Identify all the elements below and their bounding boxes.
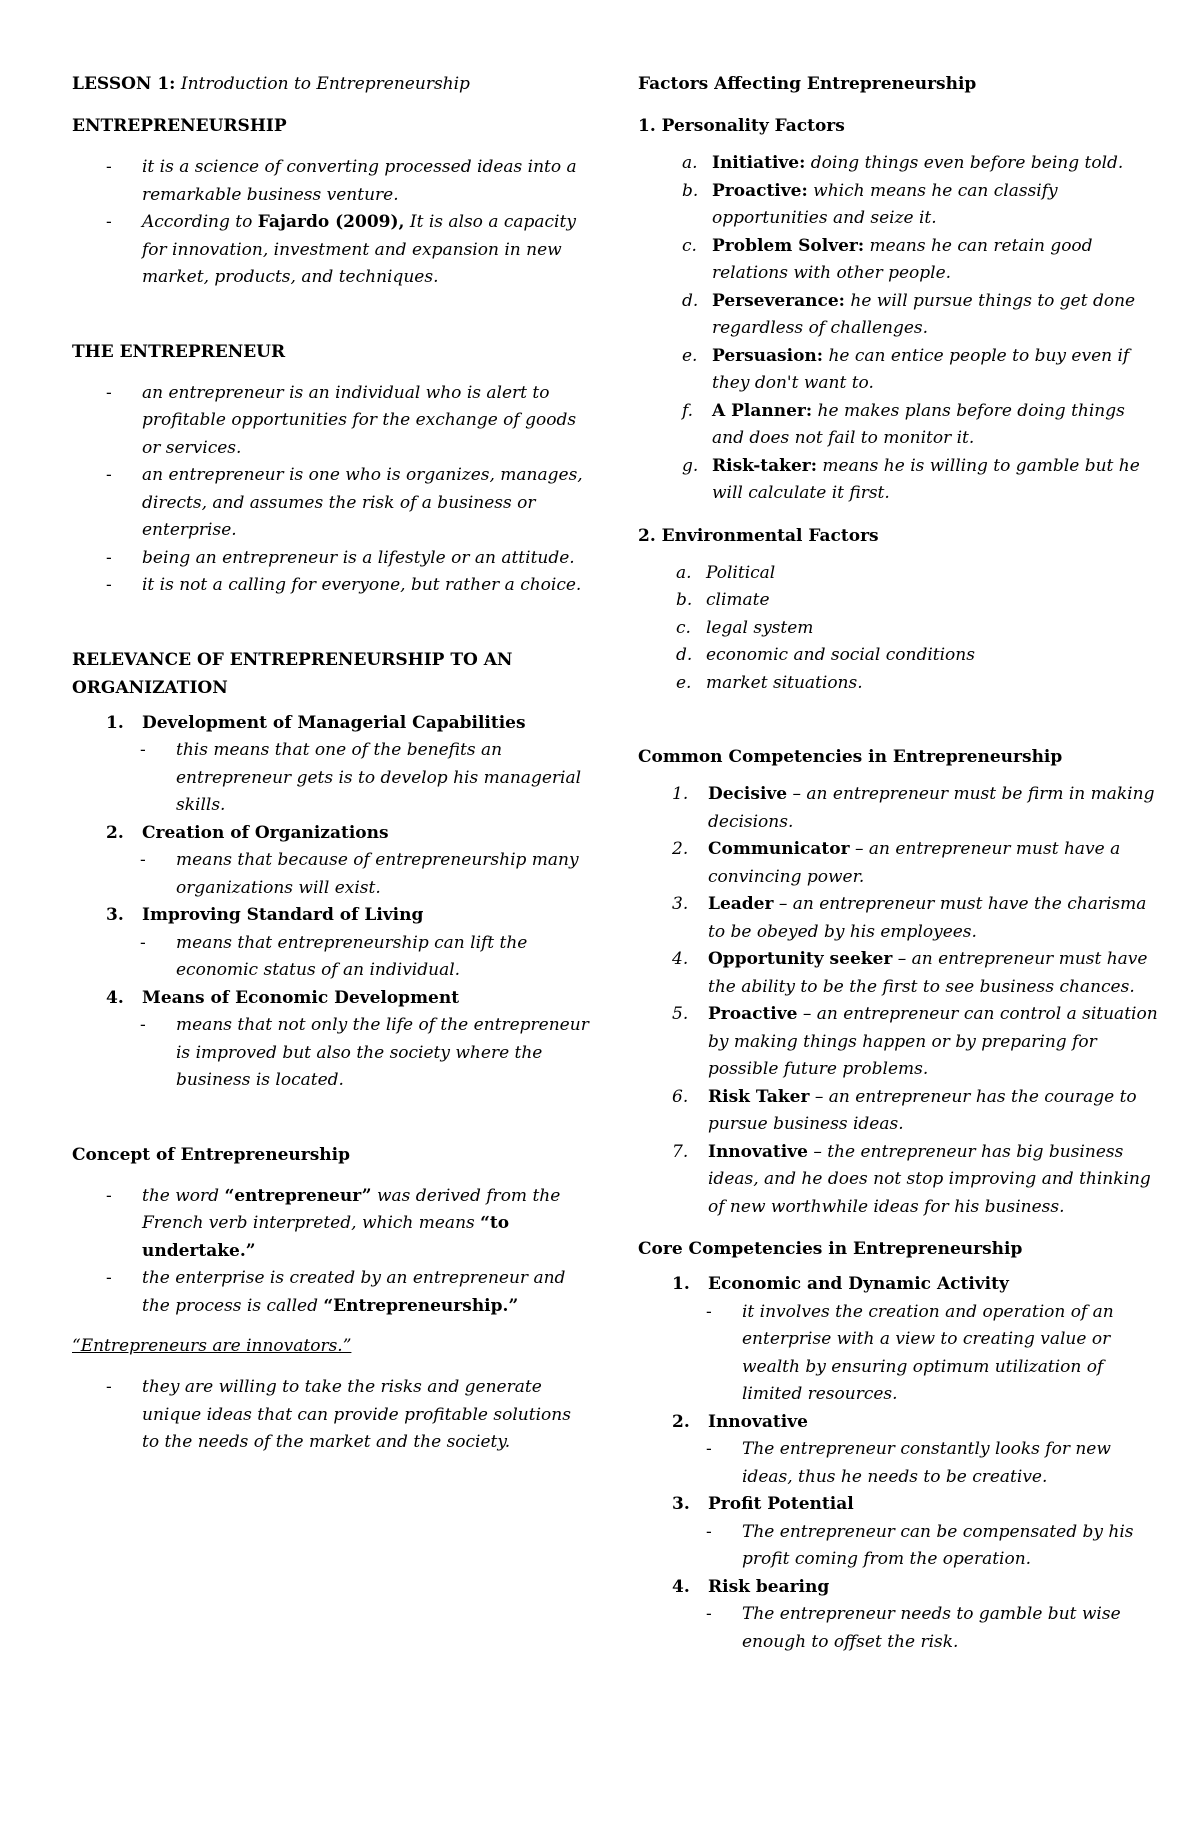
item-marker: d. — [676, 645, 693, 665]
list-item — [638, 1271, 1158, 1409]
item-title: Improving Standard of Living — [142, 905, 424, 925]
list-item — [638, 1491, 1158, 1574]
item-text: climate — [706, 590, 770, 610]
list-item — [638, 150, 1158, 178]
item-marker: c. — [676, 617, 691, 638]
list-item — [638, 1574, 1158, 1657]
item-title: Means of Economic Development — [142, 987, 460, 1008]
heading-entrepreneurship: ENTREPRENEURSHIP — [72, 116, 287, 136]
item-text: economic and social conditions — [706, 645, 975, 665]
item-desc: – an entrepreneur has the courage to pursue business ideas. — [708, 1086, 1137, 1134]
text-span: the word — [142, 1185, 225, 1206]
item-marker: 1. — [672, 784, 689, 804]
item-number: 4. — [672, 1576, 690, 1597]
item-marker: a. — [682, 153, 698, 173]
list-item: - they are willing to take the risks and generate unique ideas that can provide profitable solutions to the needs of the market and the society. — [72, 1374, 592, 1457]
item-term: Risk Taker — [708, 1086, 810, 1107]
environmental-list — [638, 560, 1158, 698]
list-item — [638, 670, 1158, 698]
heading-factors: Factors Affecting Entrepreneurship — [638, 74, 977, 94]
entrepreneurship-list — [72, 154, 592, 292]
item-number: 1. — [672, 1274, 690, 1294]
heading-relevance: RELEVANCE OF ENTREPRENEURSHIP TO AN ORGANIZATION — [72, 649, 513, 698]
list-item — [638, 891, 1158, 946]
item-desc: - it involves the creation and operation of an enterprise with a view to creating value or wealth by ensuring optimum utilization of limited resources. — [638, 1299, 1158, 1409]
item-desc: - The entrepreneur constantly looks for new ideas, thus he needs to be creative. — [638, 1436, 1158, 1491]
text-span: was derived from the French verb interpreted, which means — [142, 1185, 561, 1233]
term-bold: “Entrepreneurship.” — [323, 1295, 519, 1316]
item-title: Creation of Organizations — [142, 822, 389, 843]
item-marker: a. — [676, 562, 692, 583]
list-item — [638, 781, 1158, 836]
heading-personality: 1. Personality Factors — [638, 116, 845, 136]
item-marker: e. — [682, 345, 698, 366]
item-marker: 3. — [672, 894, 689, 914]
item-term: A Planner: — [712, 400, 813, 421]
list-item — [638, 836, 1158, 891]
item-marker: b. — [682, 180, 699, 201]
relevance-list — [72, 710, 592, 1095]
item-term: Risk-taker: — [712, 455, 817, 476]
heading-core-competencies: Core Competencies in Entrepreneurship — [638, 1239, 1023, 1259]
item-term: Persuasion: — [712, 345, 824, 366]
item-term: Perseverance: — [712, 290, 845, 311]
item-number: 4. — [106, 987, 124, 1008]
list-item — [638, 1084, 1158, 1139]
item-marker: g. — [682, 455, 699, 476]
item-number: 3. — [672, 1494, 690, 1514]
item-title: Innovative — [708, 1411, 808, 1432]
item-term: Decisive — [708, 784, 788, 804]
text-span: the enterprise is created by an entrepreneur and the process is called — [142, 1268, 566, 1316]
common-competencies-list — [638, 781, 1158, 1221]
item-number: 2. — [672, 1411, 690, 1432]
item-desc: – an entrepreneur can control a situation by making things happen or by preparing for possible future problems. — [708, 1004, 1158, 1079]
item-desc: – an entrepreneur must have a convincing power. — [708, 839, 1121, 887]
term-bold: “to undertake.” — [142, 1213, 510, 1261]
term-bold: “entrepreneur” — [224, 1185, 372, 1206]
item-marker: 5. — [672, 1004, 689, 1024]
list-item: - it is not a calling for everyone, but rather a choice. — [72, 572, 592, 600]
item-marker: c. — [682, 235, 697, 256]
quote-line: “Entrepreneurs are innovators.” — [72, 1336, 352, 1356]
lesson-subtitle: Introduction to Entrepreneurship — [180, 74, 470, 94]
item-title: Economic and Dynamic Activity — [708, 1274, 1009, 1294]
list-item — [72, 985, 592, 1095]
list-item: - being an entrepreneur is a lifestyle or an attitude. — [72, 545, 592, 573]
list-item — [72, 710, 592, 820]
item-text: market situations. — [706, 672, 863, 693]
list-item — [638, 642, 1158, 670]
concept-list-2 — [72, 1374, 592, 1457]
concept-list — [72, 1183, 592, 1321]
list-item — [638, 398, 1158, 453]
list-item — [638, 1001, 1158, 1084]
item-desc: – the entrepreneur has big business ideas, and he does not stop improving and thinking of new worthwhile ideas for his business. — [708, 1141, 1151, 1217]
item-marker: 6. — [672, 1086, 689, 1107]
list-item — [72, 820, 592, 903]
list-item — [638, 587, 1158, 615]
item-number: 3. — [106, 905, 124, 925]
item-desc: – an entrepreneur must have the charisma to be obeyed by his employees. — [708, 894, 1147, 942]
item-marker: d. — [682, 290, 699, 311]
list-item — [638, 946, 1158, 1001]
item-desc: which means he can classify opportunities and seize it. — [712, 180, 1058, 228]
item-desc: doing things even before being told. — [805, 153, 1124, 173]
item-marker: b. — [676, 590, 693, 610]
item-desc: – an entrepreneur must be firm in making decisions. — [708, 784, 1155, 832]
item-term: Leader — [708, 894, 774, 914]
list-item — [72, 209, 592, 292]
text-span: According to — [142, 212, 258, 232]
item-desc: - means that because of entrepreneurship many organizations will exist. — [72, 847, 592, 902]
item-desc: - The entrepreneur needs to gamble but wise enough to offset the risk. — [638, 1601, 1158, 1656]
item-term: Proactive — [708, 1004, 798, 1024]
lesson-title — [72, 70, 592, 98]
list-item: - an entrepreneur is one who is organizes, manages, directs, and assumes the risk of a business or enterprise. — [72, 462, 592, 545]
list-item — [638, 343, 1158, 398]
citation-bold: Fajardo (2009), — [257, 212, 405, 232]
text-span: It is also a capacity for innovation, investment and expansion in new market, products, and techniques. — [142, 212, 576, 287]
item-title: Development of Managerial Capabilities — [142, 712, 526, 733]
list-item — [72, 1265, 592, 1320]
list-item: - an entrepreneur is an individual who is alert to profitable opportunities for the exchange of goods or services. — [72, 380, 592, 463]
item-title: Risk bearing — [708, 1576, 830, 1597]
list-item — [638, 178, 1158, 233]
item-marker: 7. — [672, 1141, 689, 1162]
item-desc: - this means that one of the benefits an entrepreneur gets is to develop his managerial skills. — [72, 737, 592, 820]
list-item — [638, 233, 1158, 288]
right-column — [638, 70, 1158, 1656]
item-title: Profit Potential — [708, 1494, 854, 1514]
item-marker: 2. — [672, 839, 689, 859]
list-item — [72, 902, 592, 985]
item-term: Initiative: — [712, 153, 806, 173]
item-desc: - means that entrepreneurship can lift the economic status of an individual. — [72, 930, 592, 985]
list-item — [72, 1183, 592, 1266]
list-item — [638, 453, 1158, 508]
entrepreneur-list — [72, 380, 592, 600]
list-item — [638, 1139, 1158, 1222]
item-marker: 4. — [672, 949, 689, 969]
item-term: Problem Solver: — [712, 235, 865, 256]
personality-list — [638, 150, 1158, 508]
item-desc: - means that not only the life of the entrepreneur is improved but also the society where the business is located. — [72, 1012, 592, 1095]
item-term: Opportunity seeker — [708, 949, 893, 969]
list-item: - it is a science of converting processed ideas into a remarkable business venture. — [72, 154, 592, 209]
item-desc: he can entice people to buy even if they don't want to. — [712, 345, 1130, 393]
item-desc: he will pursue things to get done regardless of challenges. — [712, 290, 1136, 338]
item-number: 1. — [106, 712, 124, 733]
heading-the-entrepreneur: THE ENTREPRENEUR — [72, 341, 286, 362]
item-desc: - The entrepreneur can be compensated by his profit coming from the operation. — [638, 1519, 1158, 1574]
item-desc: means he is willing to gamble but he will calculate it first. — [712, 455, 1140, 503]
item-term: Innovative — [708, 1141, 808, 1162]
list-item — [638, 615, 1158, 643]
heading-common-competencies: Common Competencies in Entrepreneurship — [638, 747, 1063, 767]
heading-concept: Concept of Entrepreneurship — [72, 1144, 350, 1165]
list-item — [638, 1409, 1158, 1492]
item-text: legal system — [706, 617, 814, 638]
item-number: 2. — [106, 822, 124, 843]
list-item — [638, 560, 1158, 588]
item-text: Political — [706, 562, 776, 583]
lesson-label: LESSON 1: — [72, 74, 176, 94]
item-marker: e. — [676, 672, 692, 693]
core-competencies-list — [638, 1271, 1158, 1656]
item-desc: he makes plans before doing things and does not fail to monitor it. — [712, 400, 1125, 448]
item-term: Proactive: — [712, 180, 808, 201]
heading-environmental: 2. Environmental Factors — [638, 525, 879, 546]
item-desc: – an entrepreneur must have the ability to be the first to see business chances. — [708, 949, 1148, 997]
item-marker: f. — [682, 400, 694, 421]
list-item — [638, 288, 1158, 343]
item-desc: means he can retain good relations with other people. — [712, 235, 1093, 283]
left-column — [72, 70, 592, 1457]
item-term: Communicator — [708, 839, 850, 859]
